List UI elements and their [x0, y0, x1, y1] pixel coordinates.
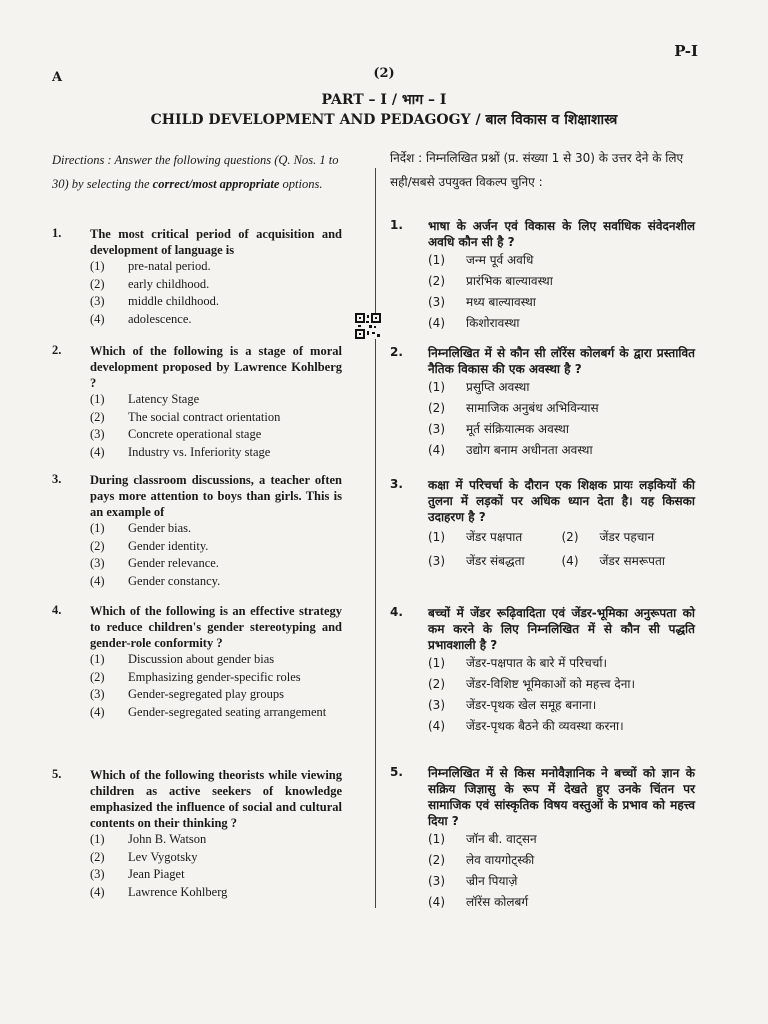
option-text: Gender-segregated play groups — [128, 687, 284, 701]
option-number: (1) — [428, 530, 445, 544]
option — [428, 313, 695, 334]
option-text: Jean Piaget — [128, 867, 185, 881]
question-en-5 — [52, 767, 342, 901]
question-en-3 — [52, 472, 342, 590]
option-text: जेंडर संबद्धता — [466, 554, 525, 568]
option-text: middle childhood. — [128, 294, 219, 308]
option-text: Gender-segregated seating arrangement — [128, 704, 327, 719]
booklet-series: A — [52, 70, 63, 85]
column-divider — [375, 168, 376, 908]
question-stem: कक्षा में परिचर्चा के दौरान एक शिक्षक प्रायः लड़कियों की तुलना में लड़कों पर अधिक ध्यान देता है। यह किसका उदाहरण है ? — [428, 478, 695, 524]
option — [428, 440, 695, 461]
option-text: The social contract orientation — [128, 409, 281, 424]
question-number: 5. — [390, 765, 403, 779]
option — [90, 276, 342, 294]
option — [90, 409, 342, 427]
option-number: (3) — [90, 556, 105, 570]
option-text: मध्य बाल्यावस्था — [466, 295, 536, 309]
question-hi-3 — [390, 477, 695, 573]
directions-prefix: Directions : — [52, 153, 115, 167]
question-hi-1 — [390, 218, 695, 334]
option-number: (2) — [428, 853, 445, 867]
question-number: 1. — [52, 226, 62, 240]
question-number: 2. — [390, 345, 403, 359]
option — [90, 669, 342, 687]
option-number: (3) — [90, 294, 105, 308]
option-text: लॉरेंस कोलबर्ग — [466, 895, 529, 909]
option — [90, 391, 342, 409]
option-number: (4) — [428, 719, 445, 733]
question-en-4 — [52, 603, 342, 721]
option — [90, 884, 342, 902]
option-text: Lev Vygotsky — [128, 849, 198, 864]
option-number: (4) — [90, 884, 105, 899]
option — [428, 292, 695, 313]
option-text: John B. Watson — [128, 832, 207, 846]
option-number: (3) — [428, 295, 445, 309]
option — [562, 525, 696, 549]
option — [428, 271, 695, 292]
option — [428, 892, 695, 913]
option-text: ज्रीन पियाज़े — [466, 874, 518, 888]
option-text: adolescence. — [128, 311, 192, 326]
option — [90, 538, 342, 556]
option — [562, 549, 696, 573]
option-number: (1) — [90, 392, 105, 406]
option-text: लेव वायगोट्स्की — [466, 853, 535, 867]
option — [428, 871, 695, 892]
page-number: (2) — [373, 66, 395, 81]
option-text: जेंडर-पक्षपात के बारे में परिचर्चा। — [466, 656, 607, 670]
option-text: early childhood. — [128, 276, 210, 291]
question-number: 4. — [52, 603, 62, 617]
option — [428, 549, 562, 573]
question-en-2 — [52, 343, 342, 461]
option — [428, 716, 695, 737]
qr-code-icon — [355, 313, 381, 339]
option-number: (4) — [428, 443, 445, 457]
option — [428, 377, 695, 398]
option-number: (4) — [90, 444, 105, 459]
question-number: 3. — [390, 477, 403, 491]
option — [90, 311, 342, 329]
option-number: (4) — [90, 704, 105, 719]
question-stem: Which of the following is an effective strategy to reduce children's gender stereotyping and gender-role conformity ? — [90, 604, 342, 650]
option-number: (3) — [428, 874, 445, 888]
question-stem: Which of the following is a stage of moral development proposed by Lawrence Kohlberg ? — [90, 344, 342, 390]
directions-text-end: options. — [279, 177, 323, 191]
question-number: 4. — [390, 605, 403, 619]
option-number: (3) — [428, 422, 445, 436]
option — [90, 651, 342, 669]
option — [90, 704, 342, 722]
option — [90, 831, 342, 849]
option — [90, 866, 342, 884]
option-number: (1) — [428, 832, 445, 846]
option-text: pre-natal period. — [128, 259, 211, 273]
option-number: (2) — [428, 677, 445, 691]
question-stem: निम्नलिखित में से कौन सी लॉरेंस कोलबर्ग के द्वारा प्रस्तावित नैतिक विकास की एक अवस्था है ? — [428, 346, 695, 376]
question-en-1 — [52, 226, 342, 328]
option-text: प्रारंभिक बाल्यावस्था — [466, 274, 553, 288]
page-code: P-I — [674, 42, 698, 60]
option-number: (4) — [90, 311, 105, 326]
option-number: (2) — [428, 274, 445, 288]
option-text: सामाजिक अनुबंध अभिविन्यास — [466, 401, 599, 415]
question-hi-4 — [390, 605, 695, 737]
option-number: (3) — [90, 867, 105, 881]
option-text: Gender identity. — [128, 538, 209, 553]
option-text: Discussion about gender bias — [128, 652, 275, 666]
option-text: जॉन बी. वाट्सन — [466, 832, 537, 846]
option-number: (3) — [428, 554, 445, 568]
option-number: (1) — [90, 521, 105, 535]
option — [428, 398, 695, 419]
option-text: मूर्त संक्रियात्मक अवस्था — [466, 422, 569, 436]
option — [90, 426, 342, 444]
option-text: Lawrence Kohlberg — [128, 884, 228, 899]
option — [428, 250, 695, 271]
option — [90, 555, 342, 573]
option-number: (2) — [428, 401, 445, 415]
option — [428, 829, 695, 850]
option-number: (2) — [90, 669, 105, 684]
option — [428, 653, 695, 674]
option-text: जेंडर-पृथक खेल समूह बनाना। — [466, 698, 597, 712]
question-stem: During classroom discussions, a teacher often pays more attention to boys than girls. This is an example of — [90, 473, 342, 519]
option-number: (4) — [90, 573, 105, 588]
question-stem: निम्नलिखित में से किस मनोवैज्ञानिक ने बच्चों को ज्ञान के सक्रिय जिज्ञासु के रूप में देखते हुए उनके चिंतन पर सामाजिक एवं सांस्कृतिक विषय वस्तुओं के प्रभाव को महत्त्व दिया ? — [428, 766, 695, 828]
option-number: (4) — [428, 895, 445, 909]
option-number: (2) — [90, 849, 105, 864]
option-grid — [428, 525, 695, 573]
option — [90, 573, 342, 591]
option — [90, 849, 342, 867]
option — [428, 525, 562, 549]
option-text: जेंडर पहचान — [599, 530, 655, 544]
option-text: किशोरावस्था — [466, 316, 520, 330]
directions-emphasis: correct/most appropriate — [152, 177, 280, 191]
option-number: (3) — [428, 698, 445, 712]
option-text: Gender relevance. — [128, 556, 219, 570]
option-number: (3) — [90, 687, 105, 701]
directions-english — [52, 148, 342, 196]
option-text: जेंडर समरूपता — [599, 554, 665, 568]
option-text: Latency Stage — [128, 392, 200, 406]
directions-hindi: निर्देश : निम्नलिखित प्रश्नों (प्र. संख्या 1 से 30) के उत्तर देने के लिए सही/सबसे उपयुक्त विकल्प चुनिए : — [390, 151, 684, 189]
option-number: (2) — [90, 276, 105, 291]
question-number: 2. — [52, 343, 62, 357]
option-text: जेंडर-विशिष्ट भूमिकाओं को महत्त्व देना। — [466, 677, 636, 691]
option-number: (1) — [90, 259, 105, 273]
option-number: (1) — [428, 656, 445, 670]
directions-text: Answer the following questions (Q. Nos. 1 to 30) by selecting the — [52, 153, 339, 191]
option-text: Industry vs. Inferiority stage — [128, 444, 271, 459]
option — [90, 444, 342, 462]
option — [90, 258, 342, 276]
option-text: प्रसुप्ति अवस्था — [466, 380, 530, 394]
option-number: (3) — [90, 427, 105, 441]
option-number: (4) — [561, 554, 579, 568]
option-text: जेंडर पक्षपात — [466, 530, 523, 544]
option-text: Gender constancy. — [128, 573, 221, 588]
option — [90, 293, 342, 311]
question-hi-5 — [390, 765, 695, 913]
question-stem: Which of the following theorists while viewing children as active seekers of knowledge emphasized the influence of social and cultural contents on their thinking ? — [90, 768, 342, 830]
option-number: (2) — [90, 409, 105, 424]
option — [428, 419, 695, 440]
question-number: 5. — [52, 767, 62, 781]
option — [90, 520, 342, 538]
option-number: (1) — [428, 380, 445, 394]
option-number: (1) — [90, 832, 105, 846]
option-number: (4) — [428, 316, 445, 330]
part-title: PART – I / भाग – I — [321, 92, 447, 108]
option — [90, 686, 342, 704]
option-text: Emphasizing gender-specific roles — [128, 669, 301, 684]
option-number: (1) — [90, 652, 105, 666]
question-number: 3. — [52, 472, 62, 486]
option — [428, 850, 695, 871]
question-stem: भाषा के अर्जन एवं विकास के लिए सर्वाधिक संवेदनशील अवधि कौन सी है ? — [428, 219, 695, 249]
option-number: (1) — [428, 253, 445, 267]
question-stem: The most critical period of acquisition and development of language is — [90, 227, 342, 257]
option — [428, 674, 695, 695]
option-text: जेंडर-पृथक बैठने की व्यवस्था करना। — [466, 719, 624, 733]
option-text: जन्म पूर्व अवधि — [466, 253, 534, 267]
question-number: 1. — [390, 218, 403, 232]
option — [428, 695, 695, 716]
section-title: CHILD DEVELOPMENT AND PEDAGOGY / बाल विकास व शिक्षाशास्त्र — [150, 112, 618, 128]
option-number: (2) — [90, 538, 105, 553]
option-text: Concrete operational stage — [128, 427, 262, 441]
question-stem: बच्चों में जेंडर रूढ़िवादिता एवं जेंडर-भूमिका अनुरूपता को कम करने के लिए निम्नलिखित में से कौन सी पद्धति प्रभावशाली है ? — [428, 606, 695, 652]
option-number: (2) — [561, 530, 579, 544]
option-text: Gender bias. — [128, 521, 192, 535]
option-text: उद्योग बनाम अधीनता अवस्था — [466, 443, 593, 457]
question-hi-2 — [390, 345, 695, 461]
